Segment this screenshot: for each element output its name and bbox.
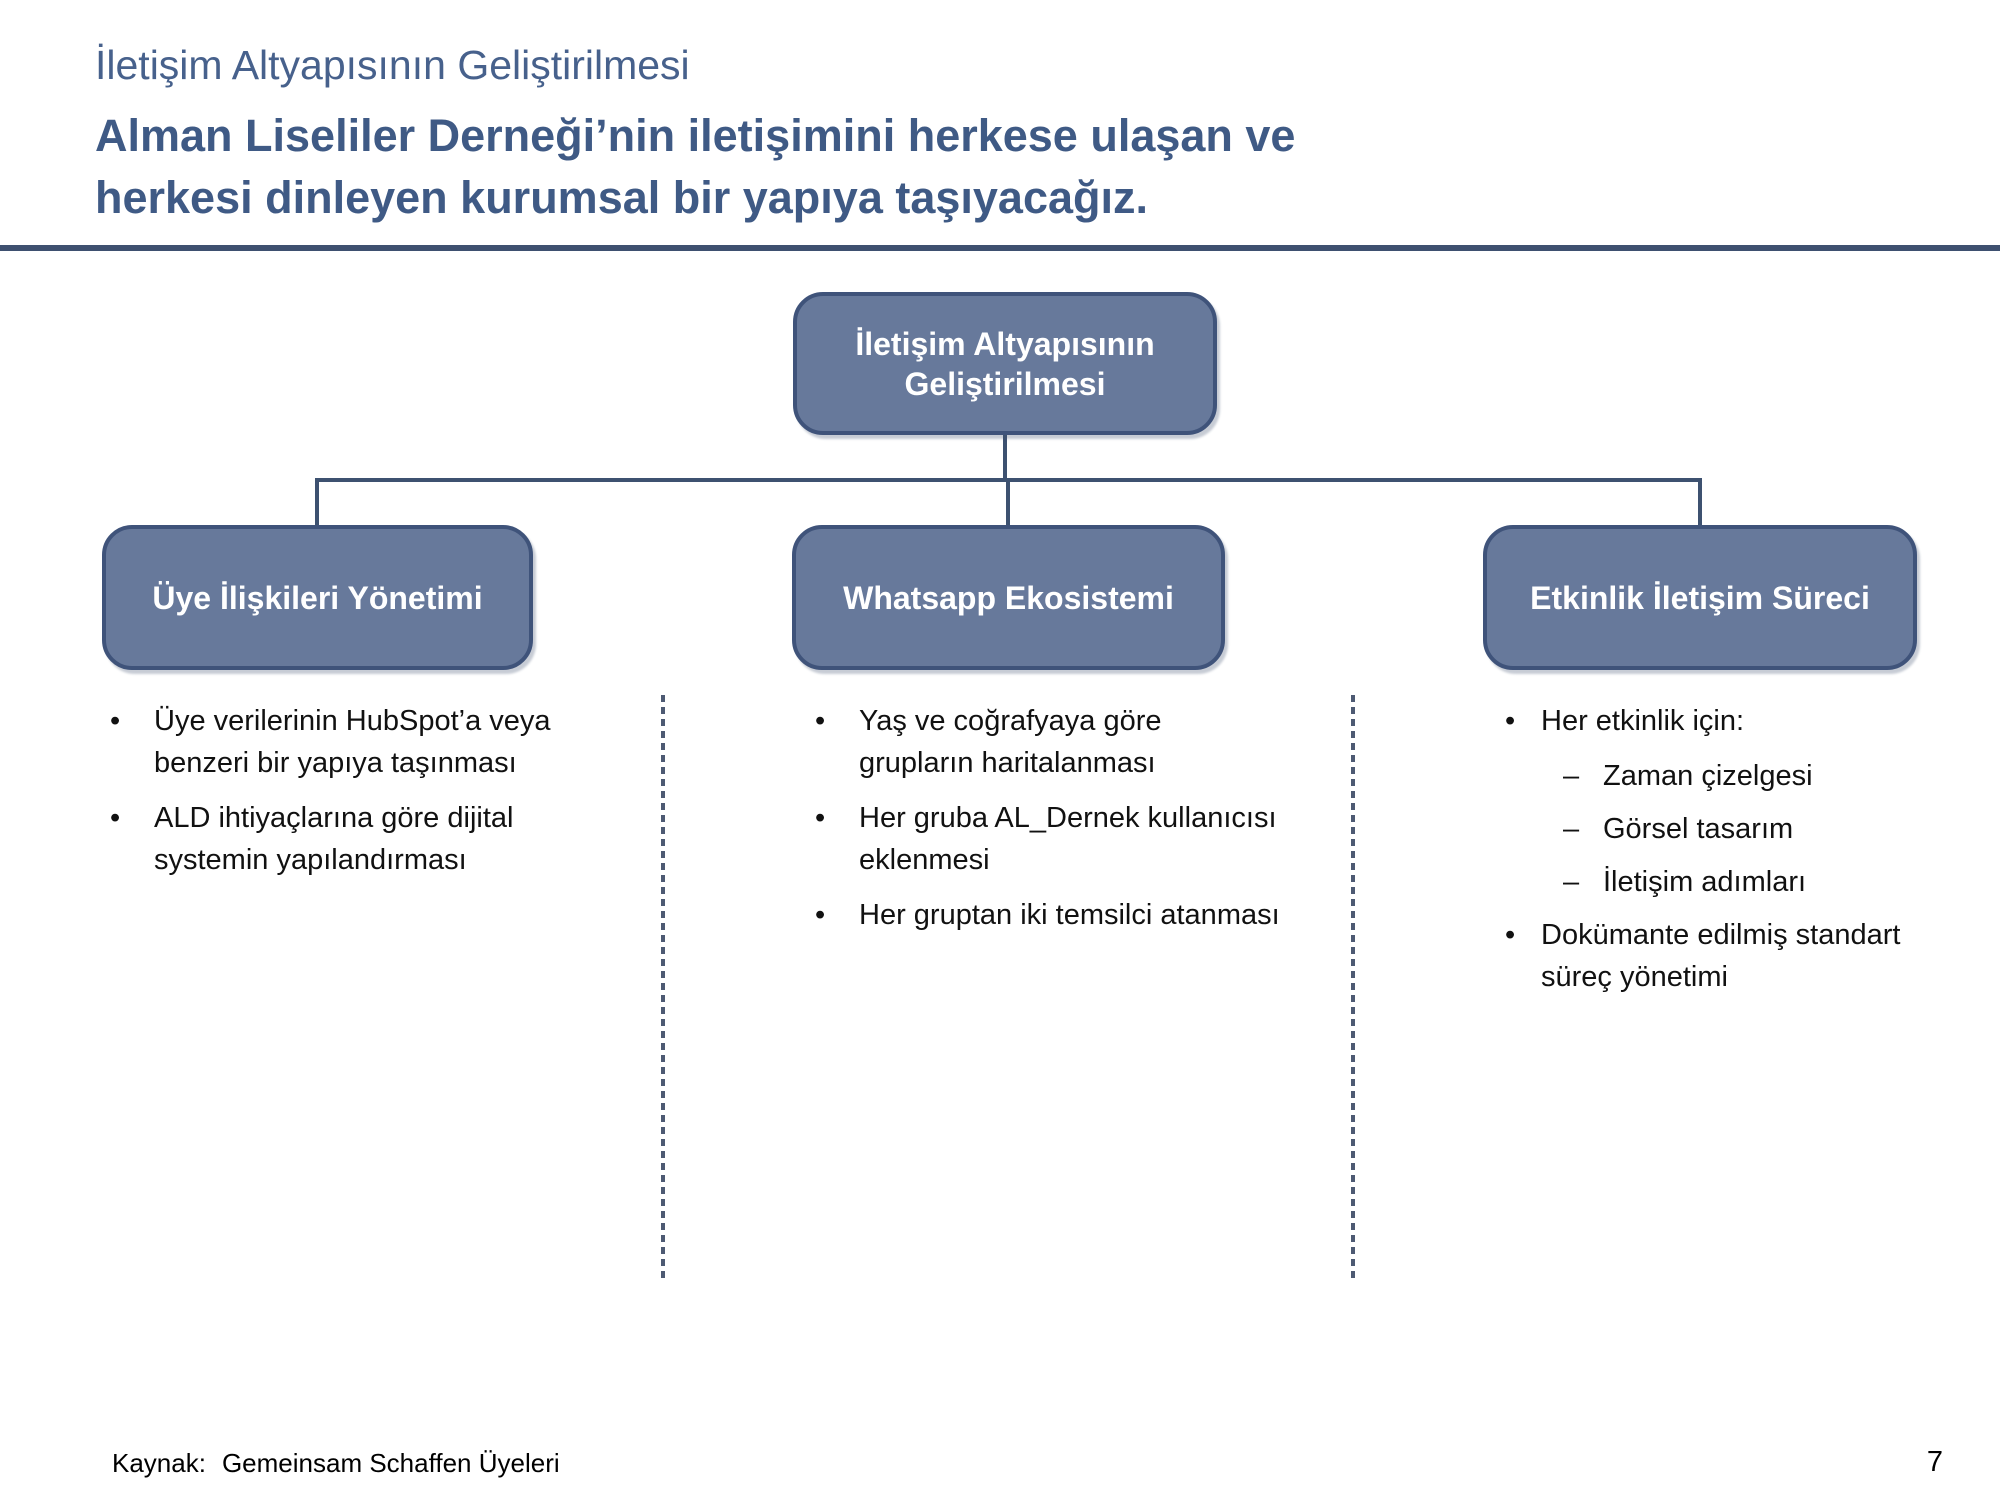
source-text: Gemeinsam Schaffen Üyeleri [221,1448,560,1478]
column-separator-2 [1351,695,1355,1280]
bullet-marker: • [815,705,826,737]
headline-line-2: herkesi dinleyen kurumsal bir yapıya taşıyacağız. [95,172,1148,224]
box-uye-iliskileri-yonetimi: Üye İlişkileri Yönetimi [102,525,533,670]
bullet-marker: • [815,802,826,835]
root-box-iletisim-altyapisi: İletişim Altyapısının Geliştirilmesi [793,292,1217,435]
bullet-marker: • [110,705,121,737]
sub-bullet-item [1563,861,1945,903]
bullet-item [110,700,565,784]
page-number: 7 [1926,1446,1944,1478]
bullet-marker: • [1505,705,1516,737]
sub-bullet-text: Zaman çizelgesi [1603,760,1813,793]
bullet-text: Her etkinlik için: [1541,705,1745,737]
connector-drop-right [1698,478,1702,526]
box-whatsapp-ekosistemi: Whatsapp Ekosistemi [792,525,1225,670]
dash-marker: – [1563,866,1580,899]
bullet-marker: • [110,802,121,835]
connector-root-stub [1003,435,1007,480]
sub-bullet-item [1563,808,1945,850]
title-divider [0,245,2000,251]
bullet-marker: • [815,899,826,932]
connector-drop-middle [1006,478,1010,526]
dash-marker: – [1563,760,1580,793]
bullet-text: Yaş ve coğrafyaya göre grupların haritalanması [859,705,1162,780]
bullet-item [1505,700,1945,742]
bullet-list-uye-iliskileri [110,700,565,894]
source-note [112,1448,560,1479]
headline-line-1: Alman Liseliler Derneği’nin iletişimini herkese ulaşan ve [95,110,1296,161]
slide-headline [95,105,1295,229]
bullet-text: Dokümante edilmiş standart süreç yönetimi [1541,919,1901,994]
sub-bullet-item [1563,755,1945,797]
bullet-item [1505,914,1945,998]
bullet-item [815,797,1280,881]
slide-kicker: İletişim Altyapısının Geliştirilmesi [95,42,690,88]
bullet-text: Her gruptan iki temsilci atanması [859,899,1280,932]
bullet-marker: • [1505,919,1516,952]
box-etkinlik-iletisim-sureci: Etkinlik İletişim Süreci [1483,525,1917,670]
source-label: Kaynak: [112,1448,206,1478]
dash-marker: – [1563,813,1580,846]
bullet-item [815,894,1280,936]
bullet-list-etkinlik [1505,700,1945,1011]
bullet-item [110,797,565,881]
connector-drop-left [315,478,319,526]
bullet-text: ALD ihtiyaçlarına göre dijital systemin yapılandırması [154,802,514,877]
sub-bullet-text: Görsel tasarım [1603,813,1794,846]
bullet-item [815,700,1280,784]
bullet-text: Her gruba AL_Dernek kullanıcısı eklenmesi [859,802,1277,877]
bullet-text: Üye verilerinin HubSpot’a veya benzeri bir yapıya taşınması [154,705,551,780]
column-separator-1 [661,695,665,1280]
sub-bullet-text: İletişim adımları [1603,866,1807,899]
bullet-list-whatsapp [815,700,1280,949]
